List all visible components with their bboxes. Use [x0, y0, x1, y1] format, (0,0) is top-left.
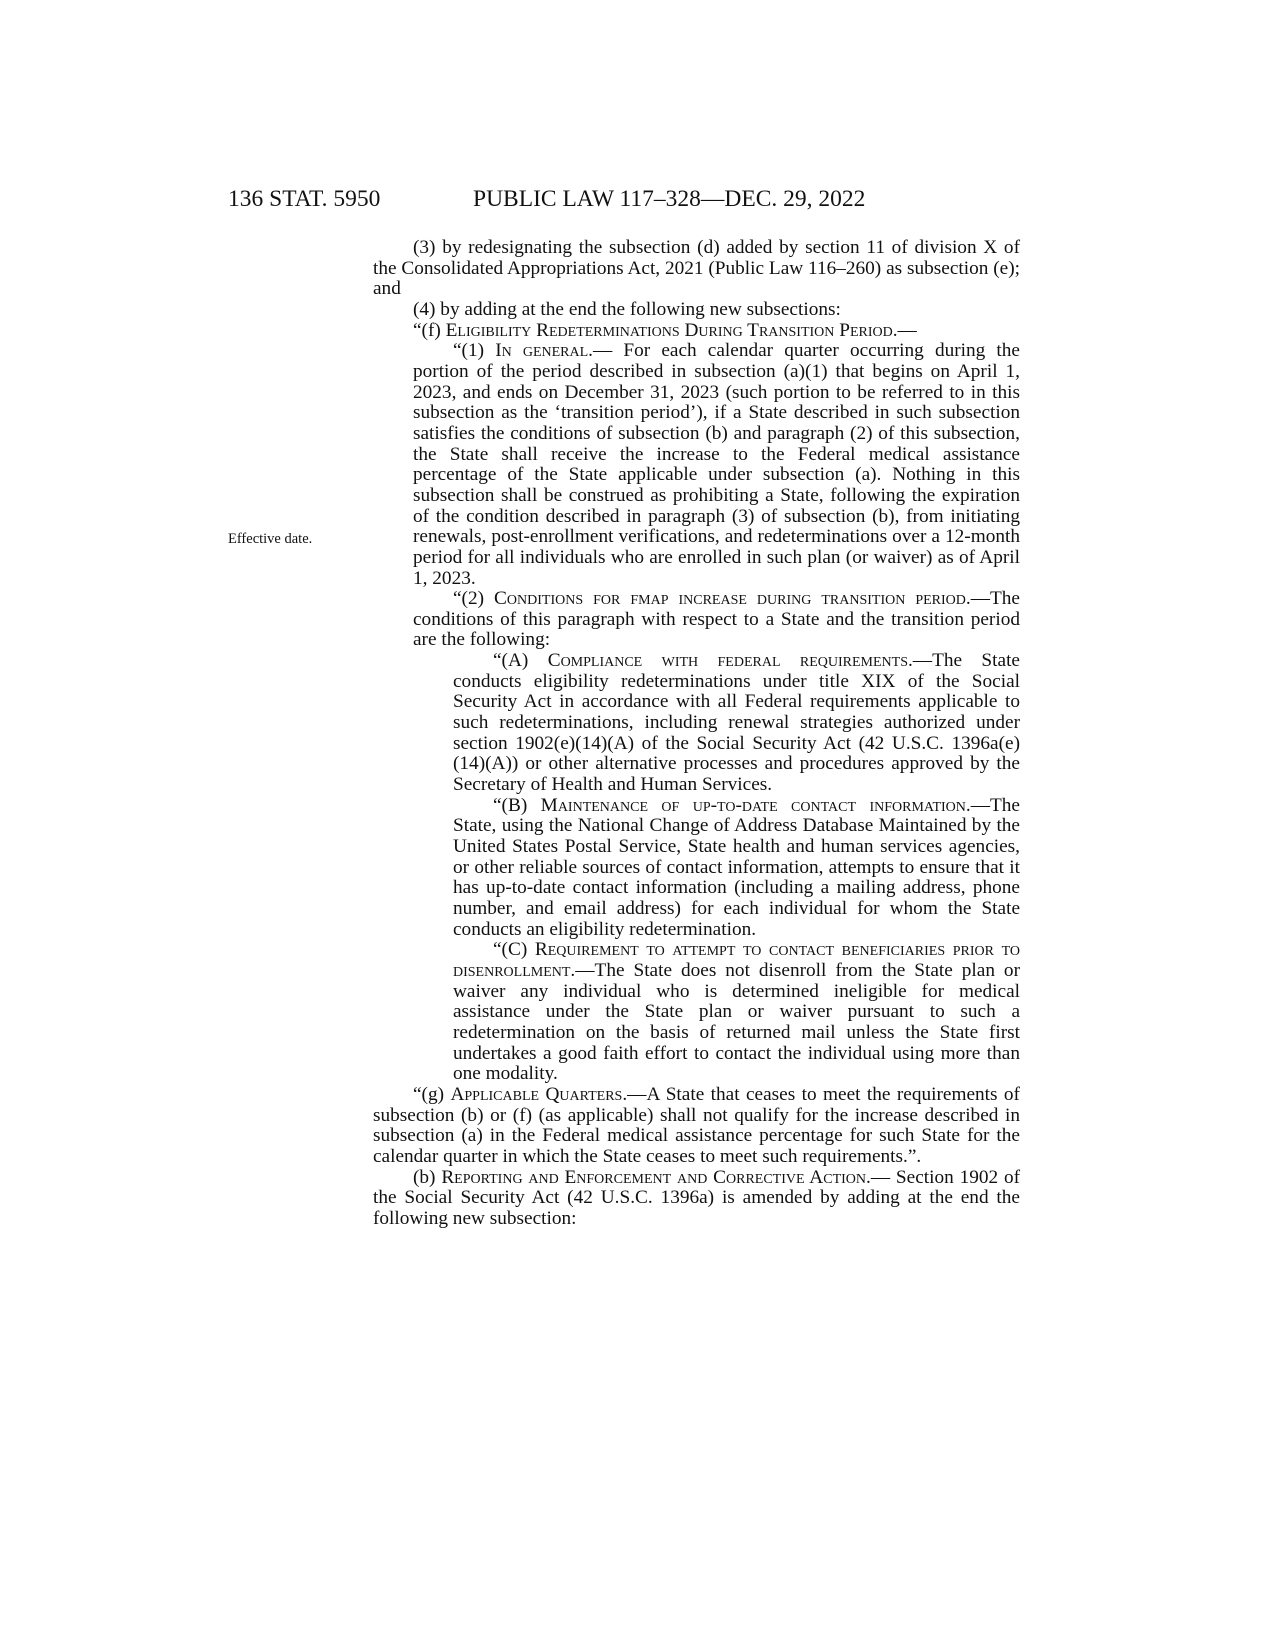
page-citation: 136 STAT. 5950	[228, 186, 381, 212]
paragraph-f2-heading: Conditions for fmap increase during transition period.—	[494, 588, 991, 610]
running-title: PUBLIC LAW 117–328—DEC. 29, 2022	[473, 186, 866, 212]
page-header	[228, 186, 914, 222]
margin-note: Effective date.	[228, 531, 313, 547]
subsection-f-heading: Eligibility Redeterminations During Transition Period.—	[445, 319, 917, 341]
subparagraph-c: “(C) Requirement to attempt to contact beneficiaries prior to disenrollment.—The State does not disenroll from the State plan or waiver any individual who is determined ineligible for medical assistance under the State plan or waiver pursuant to such a redetermination on the basis of returned mail unless the State first undertakes a good faith effort to contact the individual using more than one modality.	[453, 939, 1020, 1085]
subsection-f-body	[373, 341, 1020, 651]
subparagraph-a: “(A) Compliance with federal requirements.—The State conducts eligibility redeterminations under title XIX of the Social Security Act in accordance with all Federal requirements applicable to such redeterminations, including renewal strategies authorized under section 1902(e)(14)(A) of the Social Security Act (42 U.S.C. 1396a(e)(14)(A)) or other alternative processes and procedures approved by the Secretary of Health and Human Services.	[453, 650, 1020, 796]
paragraph-3: (3) by redesignating the subsection (d) added by section 11 of division X of the Consolidated Appropriations Act, 2021 (Public Law 116–260) as subsection (e); and	[373, 237, 1020, 300]
paragraph-f1-heading: In general.—	[495, 340, 613, 362]
paragraph-f2-subparagraphs	[373, 651, 1020, 1085]
subparagraph-a-heading: Compliance with federal requirements.—	[547, 650, 933, 672]
paragraph-4: (4) by adding at the end the following new subsections:	[413, 298, 841, 320]
document-body	[373, 238, 1020, 1230]
paragraph-f2: “(2) Conditions for fmap increase during transition period.—The conditions of this paragraph with respect to a State and the transition period are the following:	[413, 588, 1020, 651]
subsection-b-heading: Reporting and Enforcement and Corrective Action.—	[441, 1166, 891, 1188]
subsection-b-reporting: (b) Reporting and Enforcement and Corrective Action.— Section 1902 of the Social Security Act (42 U.S.C. 1396a) is amended by adding at the end the following new subsection:	[373, 1166, 1021, 1229]
subsection-g: “(g) Applicable Quarters.—A State that ceases to meet the requirements of subsection (b) or (f) (as applicable) shall not qualify for the increase described in subsection (a) in the Federal medical assistance percentage for such State for the calendar quarter in which the State ceases to meet such requirements.”.	[373, 1083, 1020, 1167]
subparagraph-b-heading: Maintenance of up-to-date contact information.—	[540, 794, 990, 816]
paragraph-f1: “(1) In general.— For each calendar quarter occurring during the portion of the period described in subsection (a)(1) that begins on April 1, 2023, and ends on December 31, 2023 (such portion to be referred to in this subsection as the ‘transition period’), if a State described in such subsection satisfies the conditions of subsection (b) and paragraph (2) of this subsection, the State shall receive the increase to the Federal medical assistance percentage of the State applicable under subsection (a). Nothing in this subsection shall be construed as prohibiting a State, following the expiration of the condition described in paragraph (3) of subsection (b), from initiating renewals, post-enrollment verifications, and redeterminations over a 12-month period for all individuals who are enrolled in such plan (or waiver) as of April 1, 2023.	[413, 340, 1020, 589]
subsection-g-heading: Applicable Quarters.—	[450, 1083, 647, 1105]
subsection-f: “(f) Eligibility Redeterminations During Transition Period.—	[413, 319, 917, 341]
subparagraph-c-heading: Requirement to attempt to contact beneficiaries prior to disenrollment.—	[453, 939, 1020, 981]
subparagraph-b: “(B) Maintenance of up-to-date contact information.—The State, using the National Change of Address Database Maintained by the United States Postal Service, State health and human services agencies, or other reliable sources of contact information, attempts to ensure that it has up-to-date contact information (including a mailing address, phone number, and email address) for each individual for whom the State conducts an eligibility redetermination.	[453, 794, 1020, 940]
